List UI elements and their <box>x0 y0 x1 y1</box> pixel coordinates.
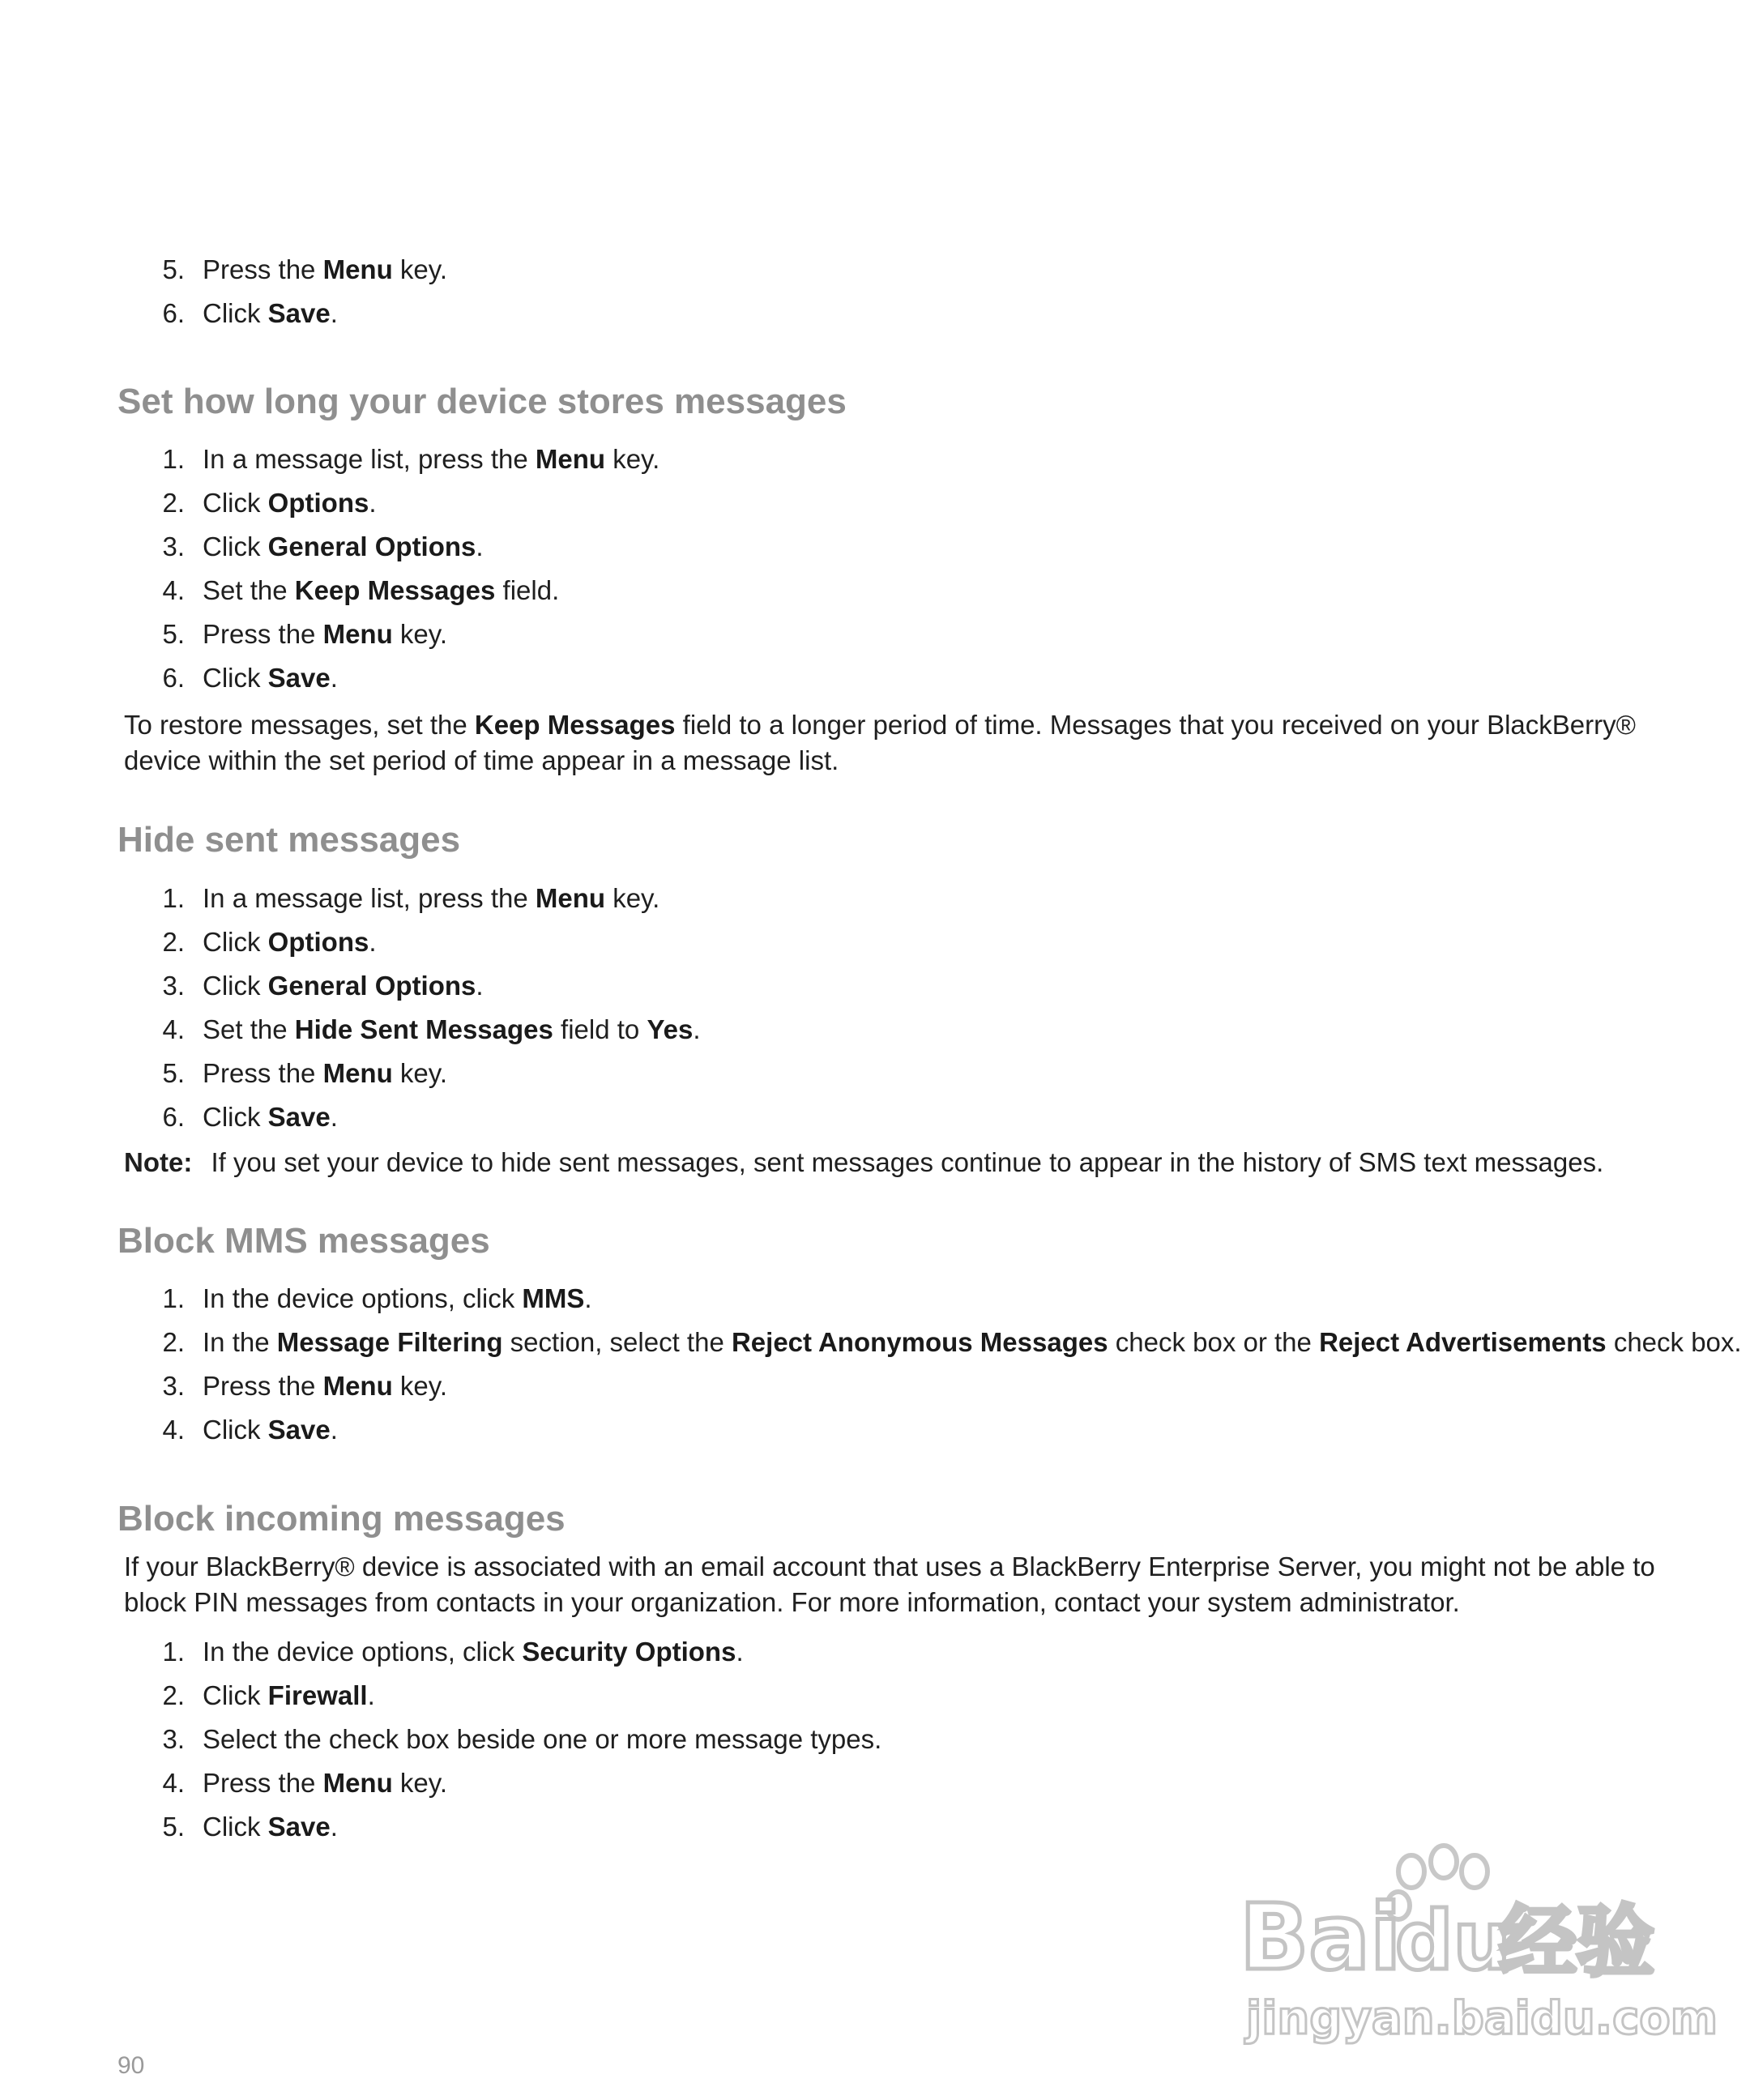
hide-sent-note <box>124 1145 1603 1180</box>
baidu-brand-cn: 经验 <box>1499 1897 1654 1987</box>
section-heading-block-incoming: Block incoming messages <box>117 1499 566 1539</box>
baidu-watermark-logo <box>1240 1839 1718 2050</box>
keep-messages-paragraph: To restore messages, set the Keep Messages field to a longer period of time. Messages that you received on your BlackBerry® device within the set period of time appear in a message list. <box>124 710 1636 775</box>
note-text: If you set your device to hide sent messages, sent messages continue to appear in the history of SMS text messages. <box>211 1147 1604 1177</box>
baidu-url: jingyan.baidu.com <box>1246 1992 1718 2045</box>
baidu-brand-left: Bai <box>1240 1885 1402 1991</box>
block-incoming-paragraph: If your BlackBerry® device is associated with an email account that uses a BlackBerry Enterprise Server, you might not be able to block PIN messages from contacts in your organization. For more information, contact your system administrator. <box>124 1552 1655 1617</box>
document-page: 5. Press the Menu key. 6. Click Save. Set how long your device stores messages 1. In a message list, press the Menu key. 2. Click Options. 3. Click General Options. 4. Set the Keep Messages field. 5. Press the Menu key. 6. Click Save. To restore messages, set the Keep Messages field to a longer period of time. Messages that you received on your BlackBerry® device within the set period of time appear in a message list. Hide sent messages 1. In a message list, press the Menu key. 2. Click Options. 3. Click General Options. 4. Set the Hide Sent Messages field to Yes. 5. Press the Menu key. 6. Click Save. Note: If you set your device to hide sent messages, sent messages continue to appear in the history of SMS text messages. Block MMS messages 1. In the device options, click MMS. 2. In the Message Filtering section, select the Reject Anonymous Messages check box or the Reject Advertisements check box. 3. Press the Menu key. 4. Click Save. Block incoming messages If your BlackBerry® device is associated with an email account that uses a BlackBerry Enterprise Server, you might not be able to block PIN messages from contacts in your organization. For more information, contact your system administrator. 1. In the device options, click Security Options. 2. Click Firewall. 3. Select the check box beside one or more message types. 4. Press the Menu key. 5. Click Save. Bai du 经验 jingyan.baidu.com 90 <box>117 254 1742 2079</box>
page-number: 90 <box>117 2052 145 2079</box>
note-label: Note: <box>124 1147 193 1177</box>
section-heading-hide-sent: Hide sent messages <box>117 820 461 860</box>
baidu-brand-right: du <box>1395 1893 1511 1988</box>
section-heading-keep-messages: Set how long your device stores messages <box>117 382 847 421</box>
section-heading-block-mms: Block MMS messages <box>117 1221 490 1261</box>
